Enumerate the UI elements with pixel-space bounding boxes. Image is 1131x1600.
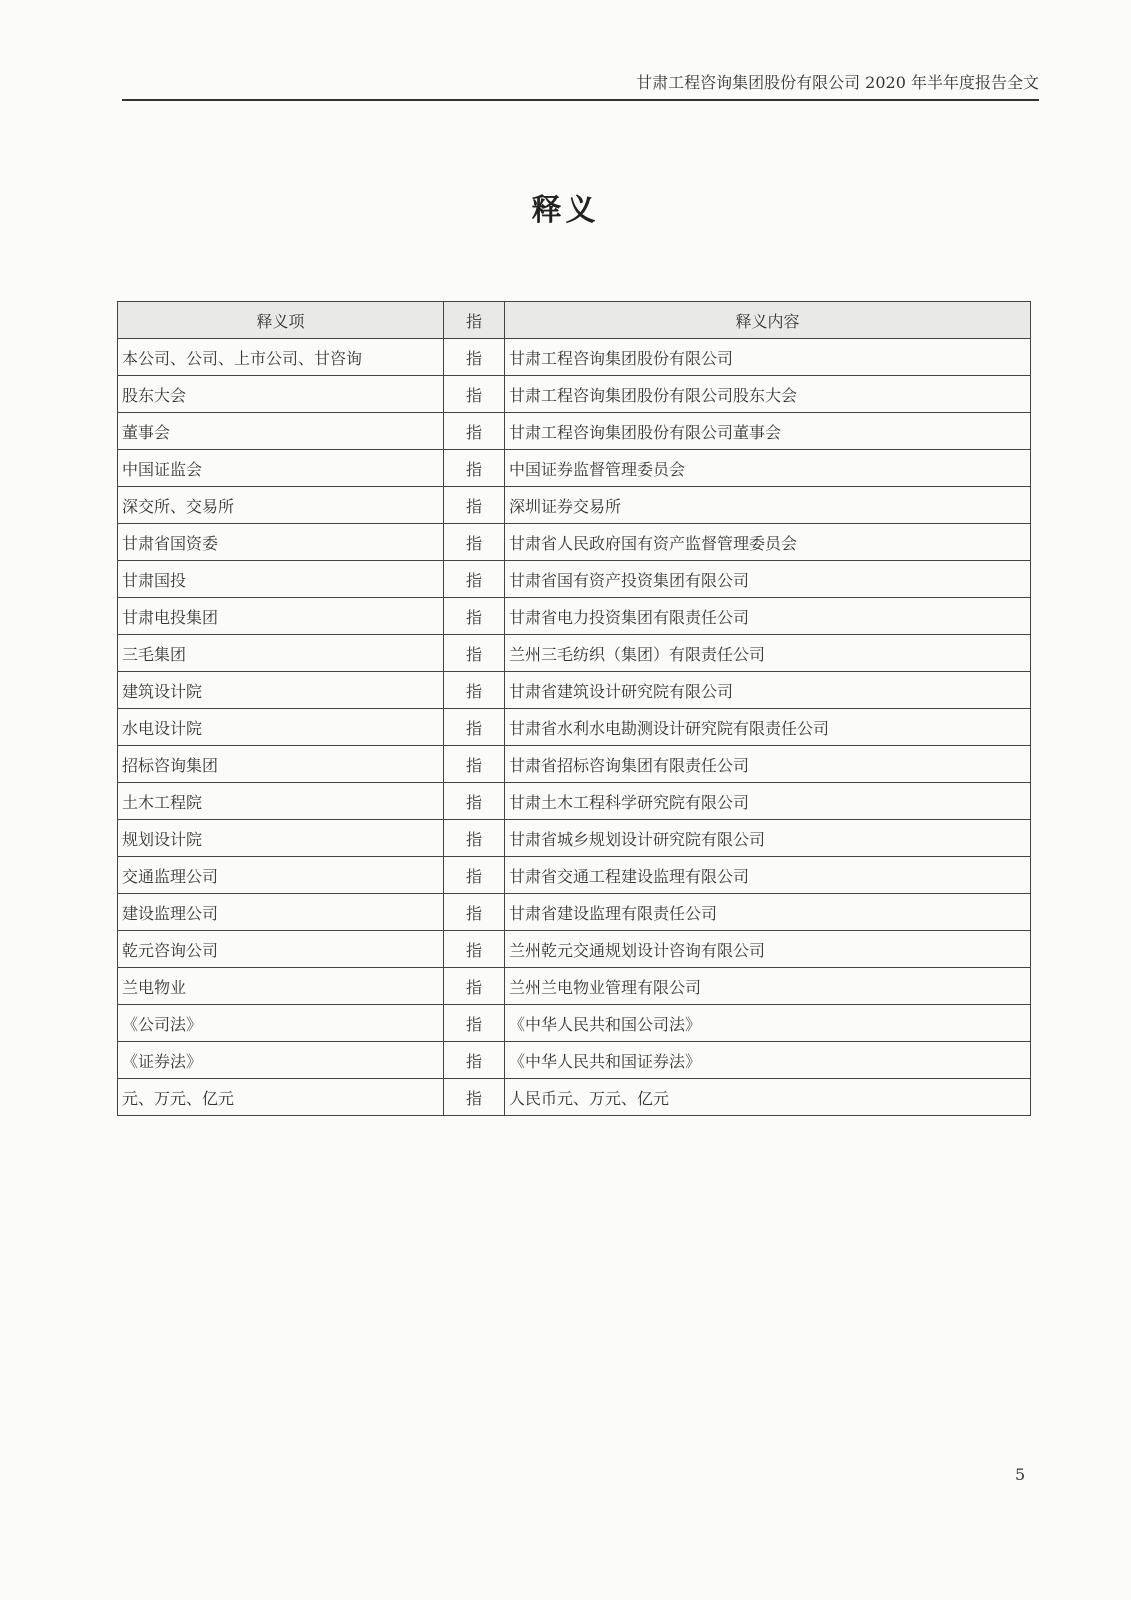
table-row bbox=[118, 709, 1031, 746]
definition-cell: 兰州兰电物业管理有限公司 bbox=[505, 968, 1031, 1005]
definition-cell: 甘肃省建筑设计研究院有限公司 bbox=[505, 672, 1031, 709]
definition-cell: 甘肃工程咨询集团股份有限公司股东大会 bbox=[505, 376, 1031, 413]
term-cell: 兰电物业 bbox=[118, 968, 444, 1005]
table-row bbox=[118, 968, 1031, 1005]
term-cell: 建筑设计院 bbox=[118, 672, 444, 709]
table-row bbox=[118, 894, 1031, 931]
term-cell: 甘肃电投集团 bbox=[118, 598, 444, 635]
definition-cell: 《中华人民共和国证券法》 bbox=[505, 1042, 1031, 1079]
ref-cell: 指 bbox=[444, 635, 505, 672]
table-row bbox=[118, 450, 1031, 487]
ref-cell: 指 bbox=[444, 413, 505, 450]
definition-cell: 人民币元、万元、亿元 bbox=[505, 1079, 1031, 1116]
ref-cell: 指 bbox=[444, 1005, 505, 1042]
definition-cell: 兰州乾元交通规划设计咨询有限公司 bbox=[505, 931, 1031, 968]
ref-cell: 指 bbox=[444, 561, 505, 598]
ref-cell: 指 bbox=[444, 820, 505, 857]
term-cell: 深交所、交易所 bbox=[118, 487, 444, 524]
table-row bbox=[118, 487, 1031, 524]
table-row bbox=[118, 1079, 1031, 1116]
ref-cell: 指 bbox=[444, 857, 505, 894]
term-cell: 中国证监会 bbox=[118, 450, 444, 487]
term-cell: 股东大会 bbox=[118, 376, 444, 413]
ref-cell: 指 bbox=[444, 746, 505, 783]
table-row bbox=[118, 635, 1031, 672]
definition-cell: 甘肃省交通工程建设监理有限公司 bbox=[505, 857, 1031, 894]
ref-cell: 指 bbox=[444, 783, 505, 820]
glossary-table bbox=[117, 301, 1031, 1116]
header-text: 甘肃工程咨询集团股份有限公司 2020 年半年度报告全文 bbox=[636, 73, 1039, 92]
table-row bbox=[118, 1042, 1031, 1079]
term-cell: 建设监理公司 bbox=[118, 894, 444, 931]
ref-cell: 指 bbox=[444, 339, 505, 376]
table-row bbox=[118, 820, 1031, 857]
definition-cell: 甘肃省招标咨询集团有限责任公司 bbox=[505, 746, 1031, 783]
page-title: 释义 bbox=[531, 193, 600, 228]
table-row bbox=[118, 931, 1031, 968]
table-row bbox=[118, 598, 1031, 635]
term-cell: 董事会 bbox=[118, 413, 444, 450]
definition-cell: 甘肃工程咨询集团股份有限公司董事会 bbox=[505, 413, 1031, 450]
definition-cell: 中国证券监督管理委员会 bbox=[505, 450, 1031, 487]
term-cell: 土木工程院 bbox=[118, 783, 444, 820]
ref-cell: 指 bbox=[444, 487, 505, 524]
definition-cell: 甘肃省水利水电勘测设计研究院有限责任公司 bbox=[505, 709, 1031, 746]
table-row bbox=[118, 413, 1031, 450]
table-row bbox=[118, 561, 1031, 598]
definition-cell: 深圳证券交易所 bbox=[505, 487, 1031, 524]
table-row bbox=[118, 783, 1031, 820]
ref-cell: 指 bbox=[444, 709, 505, 746]
table-header-row bbox=[118, 302, 1031, 339]
ref-cell: 指 bbox=[444, 450, 505, 487]
ref-cell: 指 bbox=[444, 376, 505, 413]
definition-cell: 甘肃工程咨询集团股份有限公司 bbox=[505, 339, 1031, 376]
term-cell: 甘肃省国资委 bbox=[118, 524, 444, 561]
definition-cell: 兰州三毛纺织（集团）有限责任公司 bbox=[505, 635, 1031, 672]
term-cell: 《证券法》 bbox=[118, 1042, 444, 1079]
definition-cell: 甘肃省人民政府国有资产监督管理委员会 bbox=[505, 524, 1031, 561]
column-header-term: 释义项 bbox=[118, 302, 444, 339]
table-row bbox=[118, 746, 1031, 783]
ref-cell: 指 bbox=[444, 524, 505, 561]
definition-cell: 甘肃省城乡规划设计研究院有限公司 bbox=[505, 820, 1031, 857]
glossary-body bbox=[118, 339, 1031, 1116]
term-cell: 本公司、公司、上市公司、甘咨询 bbox=[118, 339, 444, 376]
term-cell: 《公司法》 bbox=[118, 1005, 444, 1042]
table-row bbox=[118, 376, 1031, 413]
column-header-ref: 指 bbox=[444, 302, 505, 339]
term-cell: 招标咨询集团 bbox=[118, 746, 444, 783]
term-cell: 规划设计院 bbox=[118, 820, 444, 857]
definition-cell: 甘肃省电力投资集团有限责任公司 bbox=[505, 598, 1031, 635]
ref-cell: 指 bbox=[444, 598, 505, 635]
term-cell: 甘肃国投 bbox=[118, 561, 444, 598]
term-cell: 乾元咨询公司 bbox=[118, 931, 444, 968]
definition-cell: 甘肃省建设监理有限责任公司 bbox=[505, 894, 1031, 931]
table-row bbox=[118, 1005, 1031, 1042]
ref-cell: 指 bbox=[444, 672, 505, 709]
term-cell: 交通监理公司 bbox=[118, 857, 444, 894]
ref-cell: 指 bbox=[444, 931, 505, 968]
definition-cell: 甘肃省国有资产投资集团有限公司 bbox=[505, 561, 1031, 598]
ref-cell: 指 bbox=[444, 1079, 505, 1116]
table-row bbox=[118, 857, 1031, 894]
column-header-definition: 释义内容 bbox=[505, 302, 1031, 339]
page-number: 5 bbox=[1015, 1465, 1026, 1484]
term-cell: 元、万元、亿元 bbox=[118, 1079, 444, 1116]
ref-cell: 指 bbox=[444, 894, 505, 931]
ref-cell: 指 bbox=[444, 968, 505, 1005]
table-row bbox=[118, 524, 1031, 561]
table-row bbox=[118, 672, 1031, 709]
ref-cell: 指 bbox=[444, 1042, 505, 1079]
definition-cell: 《中华人民共和国公司法》 bbox=[505, 1005, 1031, 1042]
definition-cell: 甘肃土木工程科学研究院有限公司 bbox=[505, 783, 1031, 820]
term-cell: 水电设计院 bbox=[118, 709, 444, 746]
term-cell: 三毛集团 bbox=[118, 635, 444, 672]
table-row bbox=[118, 339, 1031, 376]
page-header bbox=[122, 70, 1039, 101]
